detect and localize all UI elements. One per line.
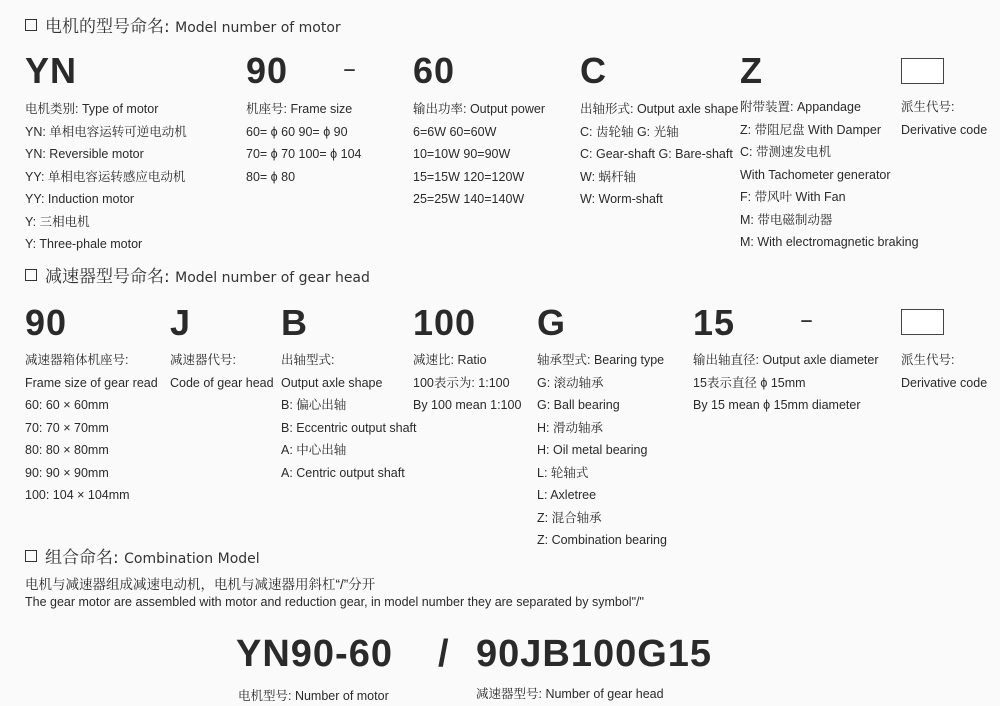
gear-section-title: 减速器型号命名: Model number of gear head xyxy=(25,262,370,287)
gear-head-code: J xyxy=(170,302,192,343)
gear-head-column: 减速器代号: Code of gear head xyxy=(170,353,274,390)
square-bullet-icon xyxy=(25,19,37,31)
motor-power-column: 输出功率: Output power 6=6W 60=60W 10=10W 90=90W 15=15W 120=120W 25=25W 140=140W xyxy=(413,102,545,206)
gear-bearing-column: 轴承型式: Bearing type G: 滚动轴承 G: Ball bearing H: 滑动轴承 H: Oil metal bearing L: 轮轴式 L: Axletree Z: 混合轴承 Z: Combination bearing xyxy=(537,353,667,547)
gear-code-dash: – xyxy=(800,305,813,335)
motor-power-code: 60 xyxy=(413,50,456,91)
motor-section-title: 电机的型号命名: Model number of motor xyxy=(25,12,341,37)
gear-ratio-code: 100 xyxy=(413,302,477,343)
gear-ratio-column: 减速比: Ratio 100表示为: 1:100 By 100 mean 1:100 xyxy=(413,353,522,412)
motor-axle-code: C xyxy=(580,50,607,91)
combination-motor-code: YN90-60 xyxy=(236,633,393,675)
square-bullet-icon xyxy=(25,269,37,281)
motor-frame-code: 90 xyxy=(246,50,289,91)
motor-appendage-column: 附带装置: Appandage Z: 带阻尼盘 With Damper C: 带测速发电机 With Tachometer generator F: 带风叶 With Fan M: 带电磁制动器 M: With electromagnetic braking xyxy=(740,100,919,249)
combination-motor-label: 电机型号: Number of motor xyxy=(238,689,389,703)
combination-slash: / xyxy=(438,633,450,675)
gear-frame-column: 减速器箱体机座号: Frame size of gear read 60: 60 × 60mm 70: 70 × 70mm 80: 80 × 80mm 90: 90 × 90mm 100: 104 × 104mm xyxy=(25,353,158,502)
motor-type-code: YN xyxy=(25,50,78,91)
gear-diameter-code: 15 xyxy=(693,302,736,343)
gear-diameter-column: 输出轴直径: Output axle diameter 15表示直径 ϕ 15mm By 15 mean ϕ 15mm diameter xyxy=(693,353,879,412)
square-bullet-icon xyxy=(25,550,37,562)
motor-derivative-box xyxy=(901,58,944,84)
motor-type-column: 电机类别: Type of motor YN: 单相电容运转可逆电动机 YN: Reversible motor YY: 单相电容运转感应电动机 YY: Induction motor Y: 三相电机 Y: Three-phale motor xyxy=(25,102,187,251)
motor-derivative-column: 派生代号: Derivative code xyxy=(901,100,988,137)
motor-code-dash: – xyxy=(343,54,356,84)
motor-appendage-code: Z xyxy=(740,50,763,91)
combination-desc-cn: 电机与减速器组成减速电动机，电机与减速器用斜杠“/”分开 xyxy=(25,577,376,592)
combination-section-title: 组合命名: Combination Model xyxy=(25,543,260,568)
gear-axle-column: 出轴型式: Output axle shape B: 偏心出轴 B: Eccentric output shaft A: 中心出轴 A: Centric output shaft xyxy=(281,353,417,480)
gear-axle-code: B xyxy=(281,302,308,343)
motor-frame-column: 机座号: Frame size 60= ϕ 60 90= ϕ 90 70= ϕ 70 100= ϕ 104 80= ϕ 80 xyxy=(246,102,362,184)
gear-bearing-code: G xyxy=(537,302,567,343)
gear-derivative-box xyxy=(901,309,944,335)
combination-gear-label: 减速器型号: Number of gear head xyxy=(476,687,664,701)
gear-derivative-column: 派生代号: Derivative code xyxy=(901,353,988,390)
combination-gear-code: 90JB100G15 xyxy=(476,633,713,675)
gear-frame-code: 90 xyxy=(25,302,68,343)
motor-axle-column: 出轴形式: Output axle shape C: 齿轮轴 G: 光轴 C: Gear-shaft G: Bare-shaft W: 蜗杆轴 W: Worm-shaft xyxy=(580,102,739,206)
combination-desc-en: The gear motor are assembled with motor and reduction gear, in model number they are separated by symbol"/" xyxy=(25,595,644,609)
